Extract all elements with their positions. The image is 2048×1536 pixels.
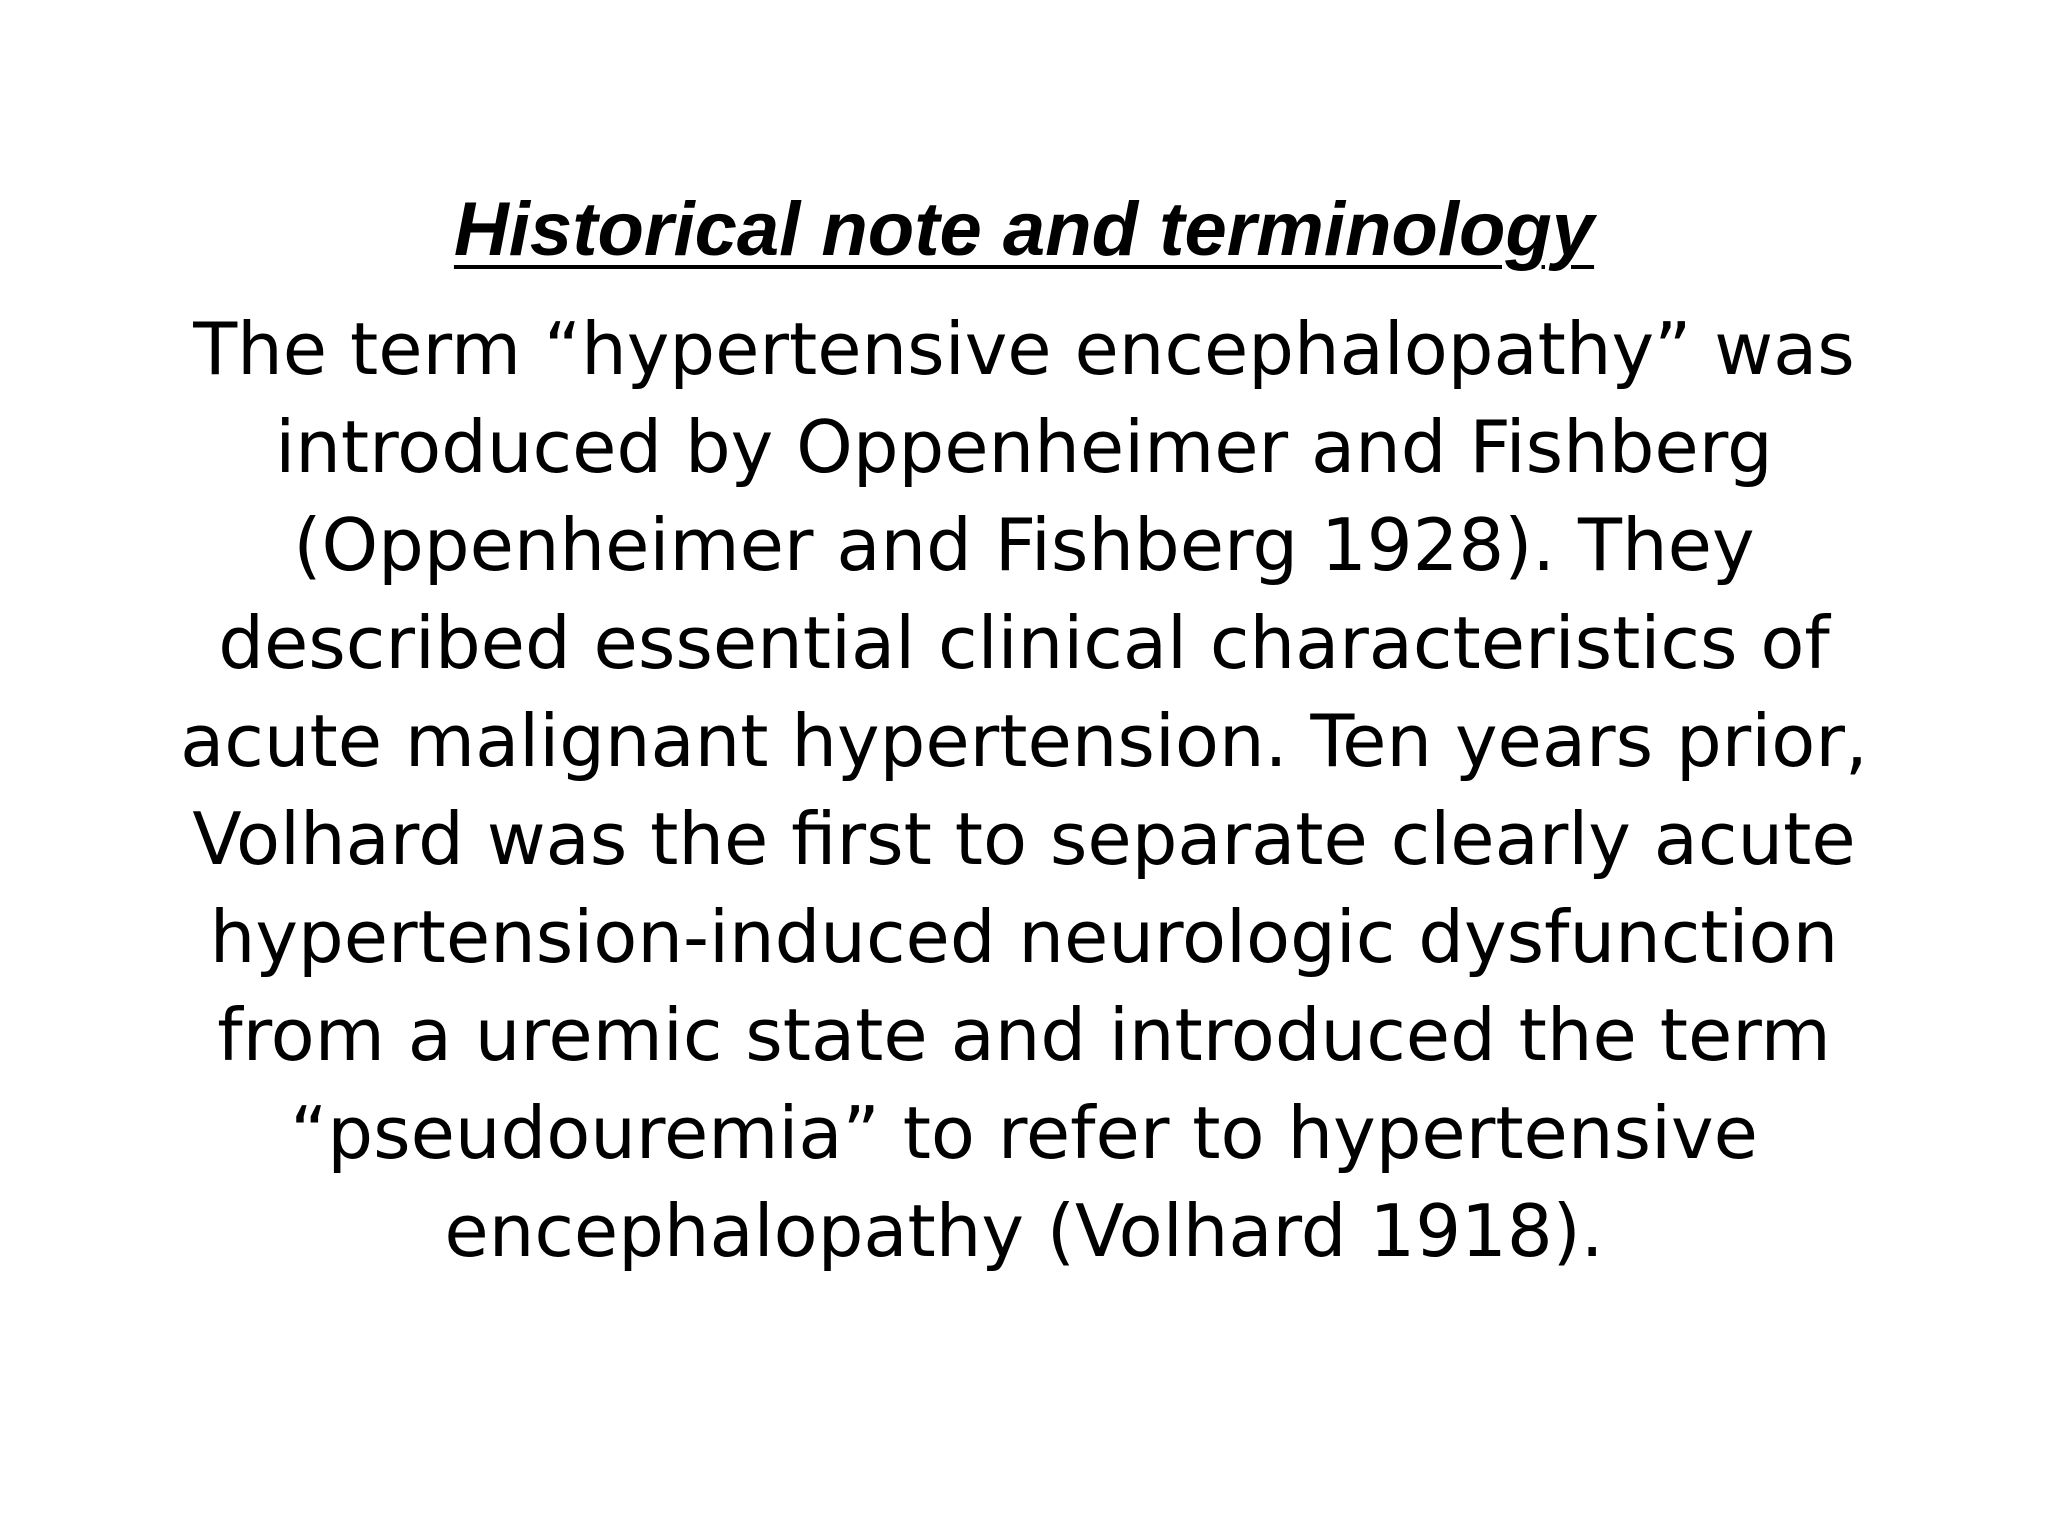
slide-title: Historical note and terminology <box>453 187 1595 272</box>
body-line: introduced by Oppenheimer and Fishberg <box>275 405 1773 489</box>
body-line: hypertension-induced neurologic dysfunction <box>209 895 1839 979</box>
body-line: (Oppenheimer and Fishberg 1928). They <box>293 503 1755 587</box>
slide-body <box>160 300 1888 1280</box>
body-line: described essential clinical characteristics of <box>218 601 1830 685</box>
body-line: acute malignant hypertension. Ten years prior, <box>180 699 1868 783</box>
body-line: encephalopathy (Volhard 1918). <box>444 1189 1604 1273</box>
body-line: “pseudouremia” to refer to hypertensive <box>290 1091 1758 1175</box>
body-line: Volhard was the first to separate clearly acute <box>192 797 1856 881</box>
body-line: The term “hypertensive encephalopathy” was <box>193 307 1855 391</box>
body-line: from a uremic state and introduced the term <box>217 993 1831 1077</box>
